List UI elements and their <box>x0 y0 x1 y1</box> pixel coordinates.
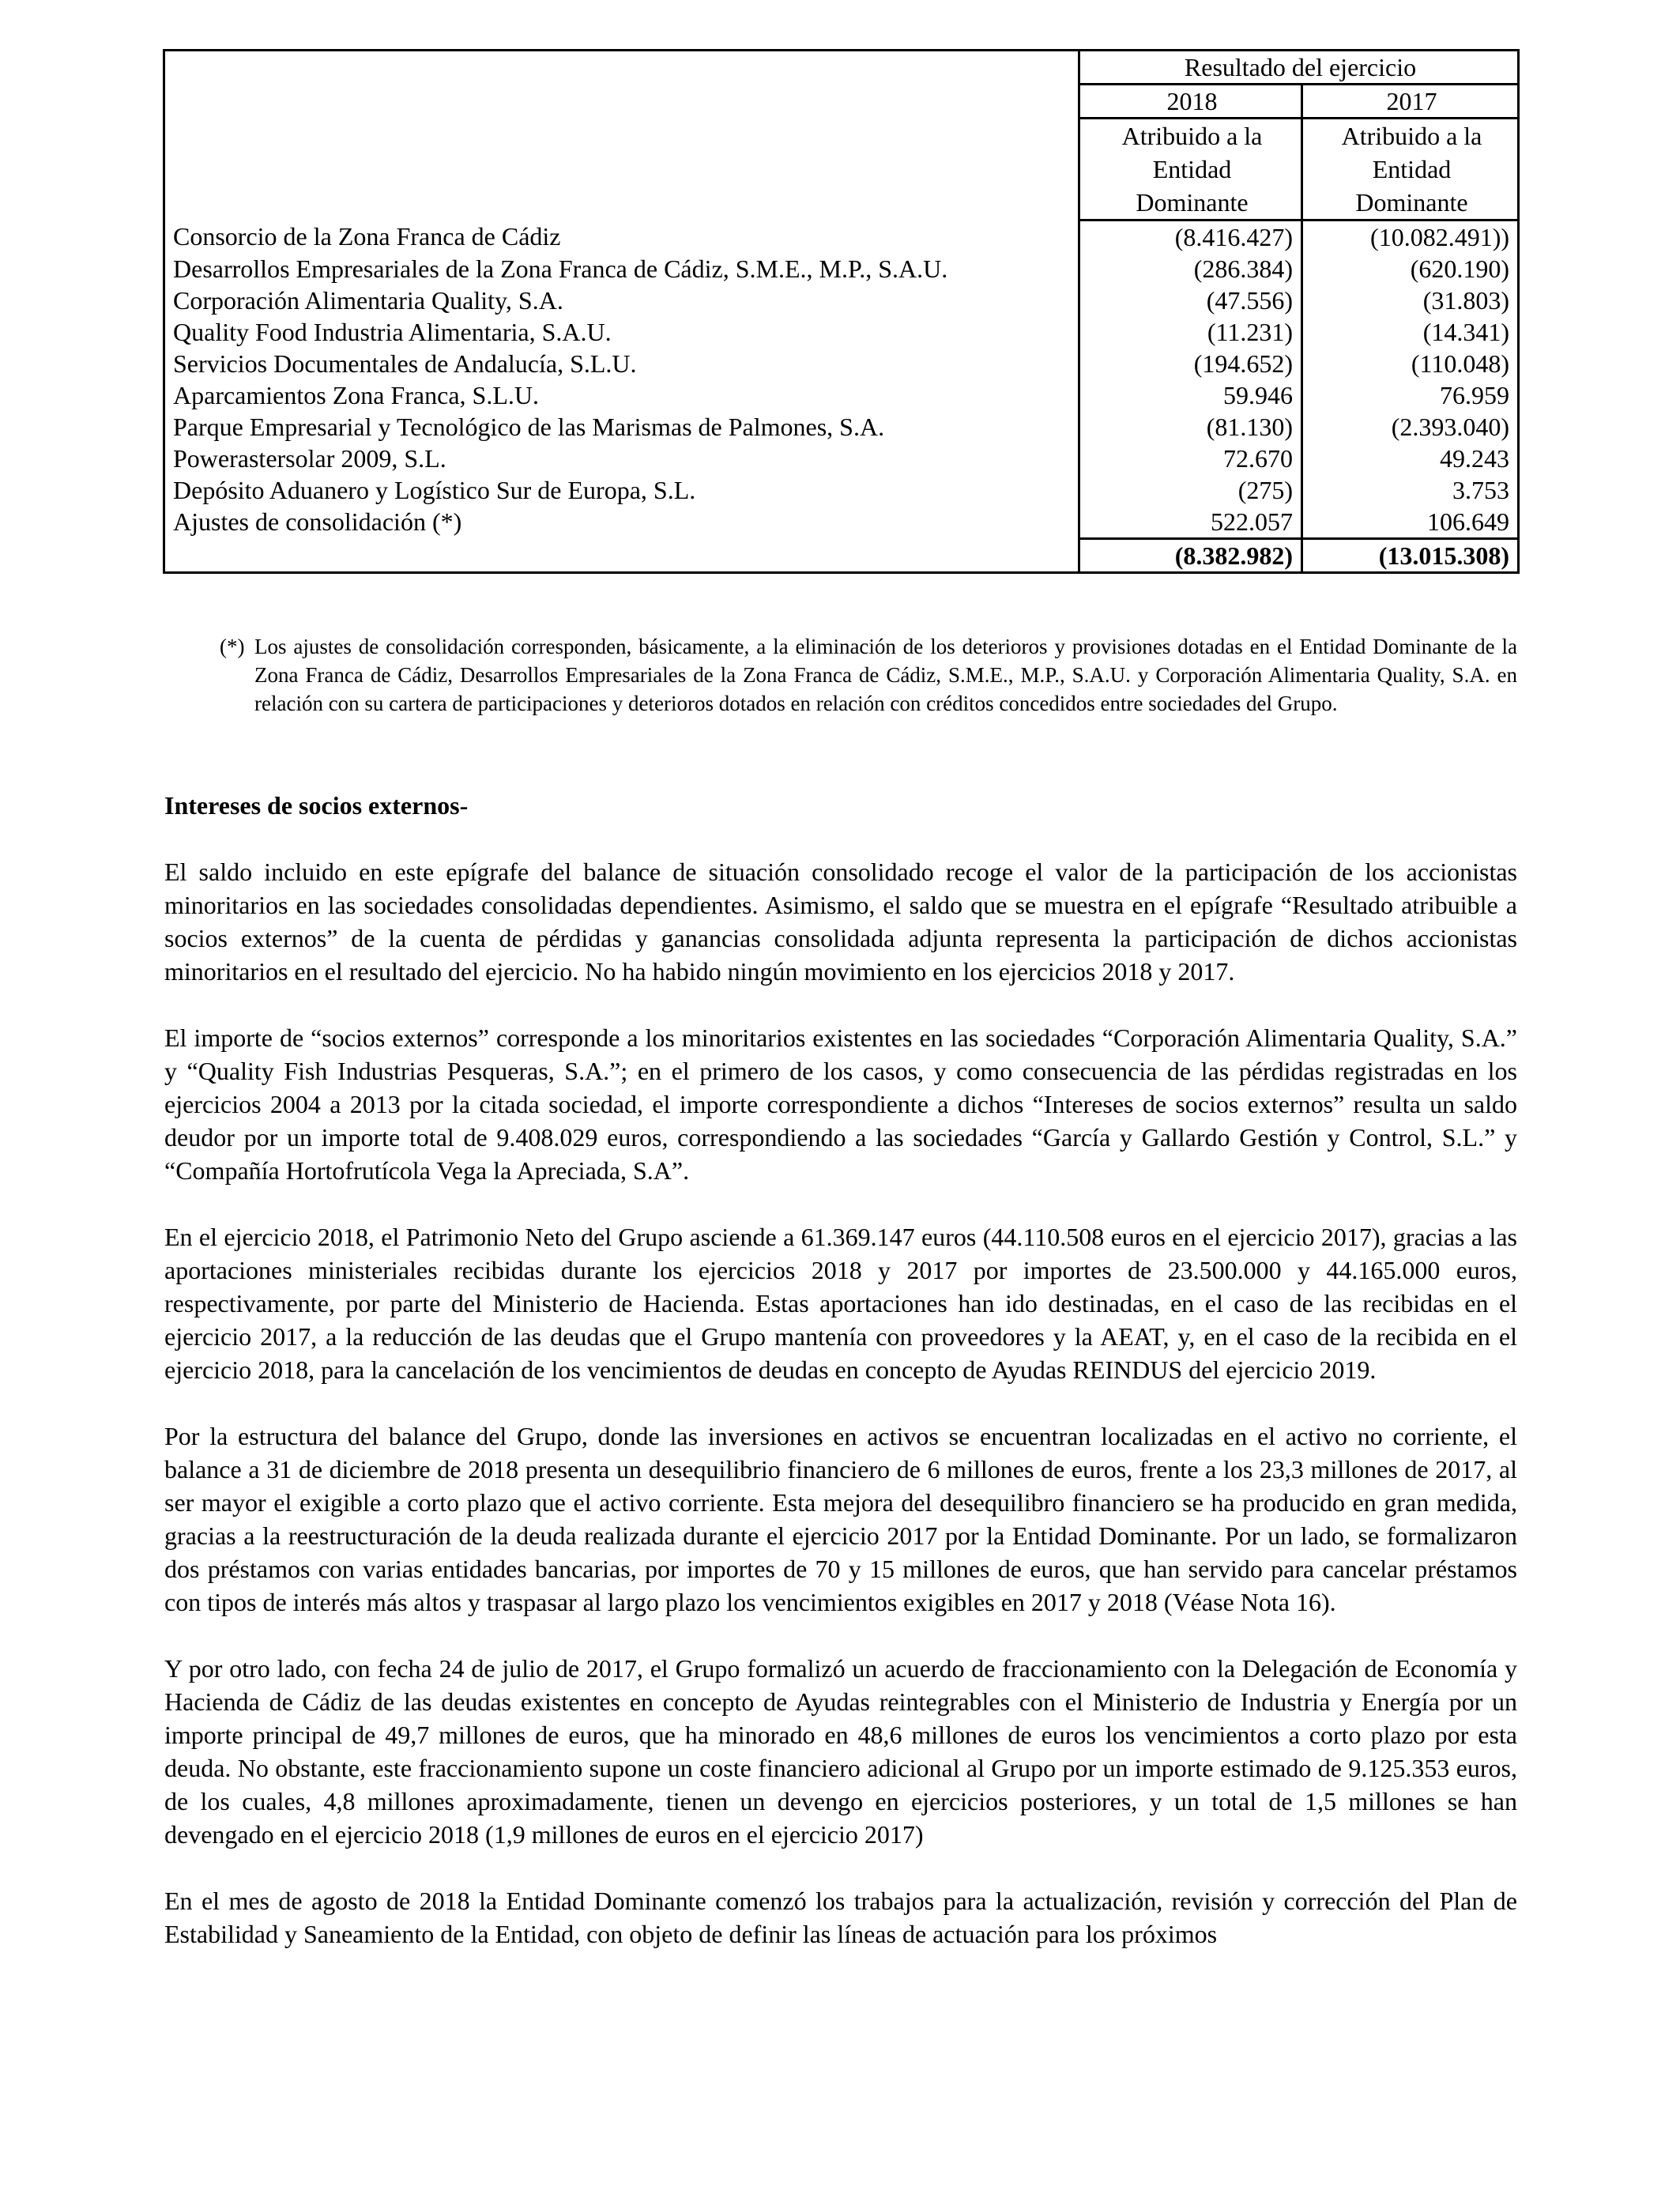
table-row <box>164 285 1519 316</box>
table-row <box>164 221 1519 254</box>
value-2018: (47.556) <box>1079 285 1302 316</box>
header-attribution-2017 <box>1302 119 1519 221</box>
header-attribution-line: Entidad <box>1372 155 1452 183</box>
table-row <box>164 474 1519 506</box>
header-year-2018: 2018 <box>1079 85 1302 119</box>
entity-name: Depósito Aduanero y Logístico Sur de Europa, S.L. <box>164 474 1079 506</box>
header-row-attribution <box>164 119 1519 221</box>
paragraph: En el mes de agosto de 2018 la Entidad Dominante comenzó los trabajos para la actualización, revisión y corrección del Plan de Estabilidad y Saneamiento de la Entidad, con objeto de definir las líneas de actuación para los próximos <box>164 1887 1517 1948</box>
value-2017: (14.341) <box>1302 316 1519 348</box>
table-row <box>164 443 1519 474</box>
entity-name: Ajustes de consolidación (*) <box>164 506 1079 539</box>
total-2018: (8.382.982) <box>1079 539 1302 573</box>
value-2018: 59.946 <box>1079 379 1302 411</box>
value-2017: (110.048) <box>1302 348 1519 379</box>
value-2017: (620.190) <box>1302 253 1519 285</box>
value-2018: 72.670 <box>1079 443 1302 474</box>
paragraph: El importe de “socios externos” corresponde a los minoritarios existentes en las sociedades “Corporación Alimentaria Quality, S.A.” y “Quality Fish Industrias Pesqueras, S.A.”; en el primero de los casos, y como consecuencia de las pérdidas registradas en los ejercicios 2004 a 2013 por la citada sociedad, el importe correspondiente a dichos “Intereses de socios externos” resulta un saldo deudor por un importe total de 9.408.029 euros, correspondiendo a las sociedades “García y Gallardo Gestión y Control, S.L.” y “Compañía Hortofrutícola Vega la Apreciada, S.A”. <box>164 1023 1517 1185</box>
value-2018: (275) <box>1079 474 1302 506</box>
entity-name: Corporación Alimentaria Quality, S.A. <box>164 285 1079 316</box>
header-attribution-2018 <box>1079 119 1302 221</box>
table-row <box>164 379 1519 411</box>
value-2018: (194.652) <box>1079 348 1302 379</box>
value-2017: 76.959 <box>1302 379 1519 411</box>
value-2018: (11.231) <box>1079 316 1302 348</box>
section-body <box>164 789 1517 1951</box>
footnote-text: Los ajustes de consolidación corresponden, básicamente, a la eliminación de los deterioros y provisiones dotadas en el Entidad Dominante de la Zona Franca de Cádiz, Desarrollos Empresariales de la Zona Franca de Cádiz, S.M.E., M.P., S.A.U. y Corporación Alimentaria Quality, S.A. en relación con su cartera de participaciones y deterioros dotados en relación con créditos concedidos entre sociedades del Grupo. <box>254 635 1517 715</box>
value-2018: (286.384) <box>1079 253 1302 285</box>
value-2017: (2.393.040) <box>1302 411 1519 443</box>
header-year-2017: 2017 <box>1302 85 1519 119</box>
header-attribution-line: Entidad <box>1152 155 1232 183</box>
table-row <box>164 253 1519 285</box>
entity-name: Quality Food Industria Alimentaria, S.A.U. <box>164 316 1079 348</box>
header-attribution-line: Atribuido a la <box>1341 122 1482 150</box>
entity-name: Desarrollos Empresariales de la Zona Franca de Cádiz, S.M.E., M.P., S.A.U. <box>164 253 1079 285</box>
value-2017: (10.082.491)) <box>1302 221 1519 254</box>
footnote-mark: (*) <box>220 635 245 658</box>
table-row <box>164 506 1519 539</box>
entity-name: Powerastersolar 2009, S.L. <box>164 443 1079 474</box>
header-attribution-line: Atribuido a la <box>1121 122 1263 150</box>
paragraph: El saldo incluido en este epígrafe del balance de situación consolidado recoge el valor de la participación de los accionistas minoritarios en las sociedades consolidadas dependientes. Asimismo, el saldo que se muestra en el epígrafe “Resultado atribuible a socios externos” de la cuenta de pérdidas y ganancias consolidada adjunta representa la participación de dichos accionistas minoritarios en el resultado del ejercicio. No ha habido ningún movimiento en los ejercicios 2018 y 2017. <box>164 858 1517 986</box>
table-row <box>164 348 1519 379</box>
value-2017: (31.803) <box>1302 285 1519 316</box>
value-2018: 522.057 <box>1079 506 1302 539</box>
header-row-years <box>164 85 1519 119</box>
value-2018: (81.130) <box>1079 411 1302 443</box>
entity-name: Parque Empresarial y Tecnológico de las Marismas de Palmones, S.A. <box>164 411 1079 443</box>
section-heading: Intereses de socios externos- <box>164 791 469 820</box>
table-row <box>164 316 1519 348</box>
header-group-label: Resultado del ejercicio <box>1079 51 1519 85</box>
value-2017: 49.243 <box>1302 443 1519 474</box>
entity-name: Servicios Documentales de Andalucía, S.L.U. <box>164 348 1079 379</box>
paragraph: En el ejercicio 2018, el Patrimonio Neto del Grupo asciende a 61.369.147 euros (44.110.508 euros en el ejercicio 2017), gracias a las aportaciones ministeriales recibidas durante los ejercicios 2018 y 2017 por importes de 23.500.000 y 44.165.000 euros, respectivamente, por parte del Ministerio de Hacienda. Estas aportaciones han ido destinadas, en el caso de las recibidas en el ejercicio 2017, a la reducción de las deudas que el Grupo mantenía con proveedores y la AEAT, y, en el caso de la recibida en el ejercicio 2018, para la cancelación de los vencimientos de deudas en concepto de Ayudas REINDUS del ejercicio 2019. <box>164 1223 1517 1384</box>
total-2017: (13.015.308) <box>1302 539 1519 573</box>
total-row <box>164 539 1519 573</box>
entity-name: Aparcamientos Zona Franca, S.L.U. <box>164 379 1079 411</box>
header-row-group <box>164 51 1519 85</box>
value-2017: 106.649 <box>1302 506 1519 539</box>
paragraph: Y por otro lado, con fecha 24 de julio de 2017, el Grupo formalizó un acuerdo de fraccionamiento con la Delegación de Economía y Hacienda de Cádiz de las deudas existentes en concepto de Ayudas reintegrables con el Ministerio de Industria y Energía por un importe principal de 49,7 millones de euros, que ha minorado en 48,6 millones de euros los vencimientos a corto plazo por esta deuda. No obstante, este fraccionamiento supone un coste financiero adicional al Grupo por un importe estimado de 9.125.353 euros, de los cuales, 4,8 millones aproximadamente, tienen un devengo en ejercicios posteriores, y un total de 1,5 millones se han devengado en el ejercicio 2018 (1,9 millones de euros en el ejercicio 2017) <box>164 1654 1517 1849</box>
entity-name: Consorcio de la Zona Franca de Cádiz <box>164 221 1079 254</box>
value-2018: (8.416.427) <box>1079 221 1302 254</box>
header-attribution-line: Dominante <box>1136 188 1249 217</box>
table-row <box>164 411 1519 443</box>
paragraph: Por la estructura del balance del Grupo, donde las inversiones en activos se encuentran localizadas en el activo no corriente, el balance a 31 de diciembre de 2018 presenta un desequilibrio financiero de 6 millones de euros, frente a los 23,3 millones de 2017, al ser mayor el exigible a corto plazo que el activo corriente. Esta mejora del desequilibro financiero se ha producido en gran medida, gracias a la reestructuración de la deuda realizada durante el ejercicio 2017 por la Entidad Dominante. Por un lado, se formalizaron dos préstamos con varias entidades bancarias, por importes de 70 y 15 millones de euros, que han servido para cancelar préstamos con tipos de interés más altos y traspasar al largo plazo los vencimientos exigibles en 2017 y 2018 (Véase Nota 16). <box>164 1422 1517 1616</box>
table-footnote <box>220 632 1517 718</box>
results-table <box>163 49 1520 574</box>
header-attribution-line: Dominante <box>1355 188 1468 217</box>
value-2017: 3.753 <box>1302 474 1519 506</box>
